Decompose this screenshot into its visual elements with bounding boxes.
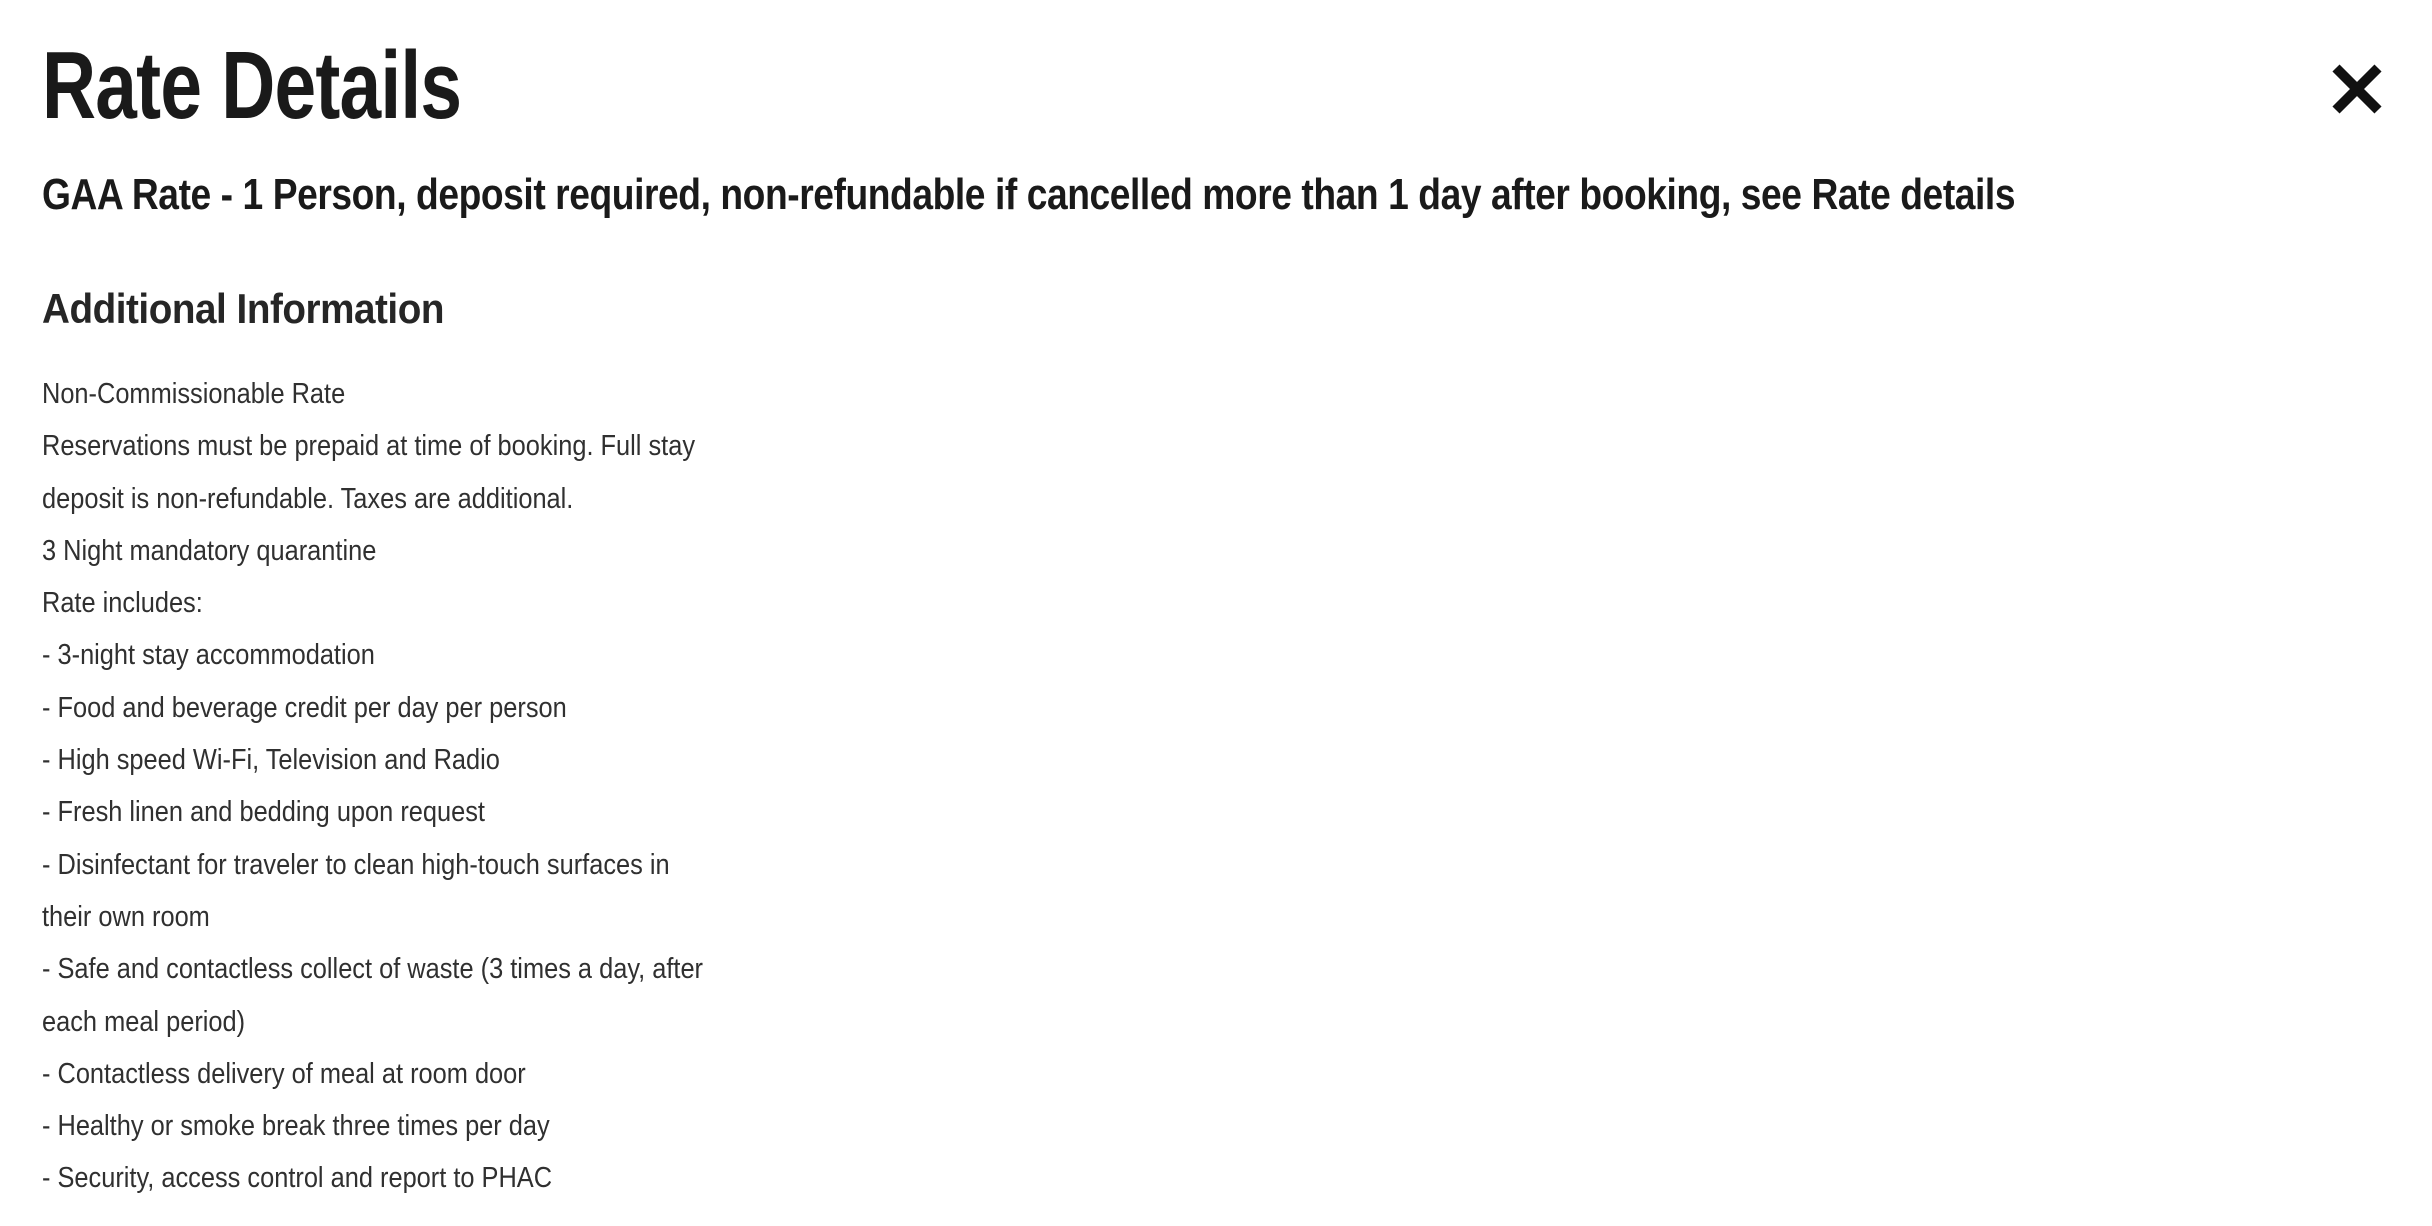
info-line: - Healthy or smoke break three times per day: [42, 1110, 550, 1143]
additional-info-text: [42, 368, 1005, 1205]
info-line: each meal period): [42, 1005, 246, 1038]
info-line: - Disinfectant for traveler to clean high-touch surfaces in: [42, 848, 670, 881]
info-line: their own room: [42, 900, 210, 933]
info-line: - 3-night stay accommodation: [42, 639, 375, 672]
info-line: - Fresh linen and bedding upon request: [42, 796, 485, 829]
info-line: - Food and beverage credit per day per person: [42, 691, 567, 724]
info-line: 3 Night mandatory quarantine: [42, 534, 377, 567]
info-line: - Security, access control and report to PHAC: [42, 1162, 553, 1195]
close-icon: [2331, 63, 2383, 115]
info-line: - High speed Wi-Fi, Television and Radio: [42, 744, 500, 777]
rate-description: GAA Rate - 1 Person, deposit required, non-refundable if cancelled more than 1 day after booking, see Rate details: [42, 170, 2016, 219]
page-title: Rate Details: [42, 32, 462, 139]
info-line: Rate includes:: [42, 587, 203, 620]
close-button[interactable]: [2322, 54, 2392, 124]
info-line: - Safe and contactless collect of waste (3 times a day, after: [42, 953, 704, 986]
info-line: Reservations must be prepaid at time of booking. Full stay: [42, 430, 696, 463]
section-heading-additional-information: Additional Information: [42, 285, 444, 332]
info-line: Non-Commissionable Rate: [42, 378, 346, 410]
info-line: - Contactless delivery of meal at room door: [42, 1057, 526, 1090]
info-line: deposit is non-refundable. Taxes are additional.: [42, 482, 574, 515]
